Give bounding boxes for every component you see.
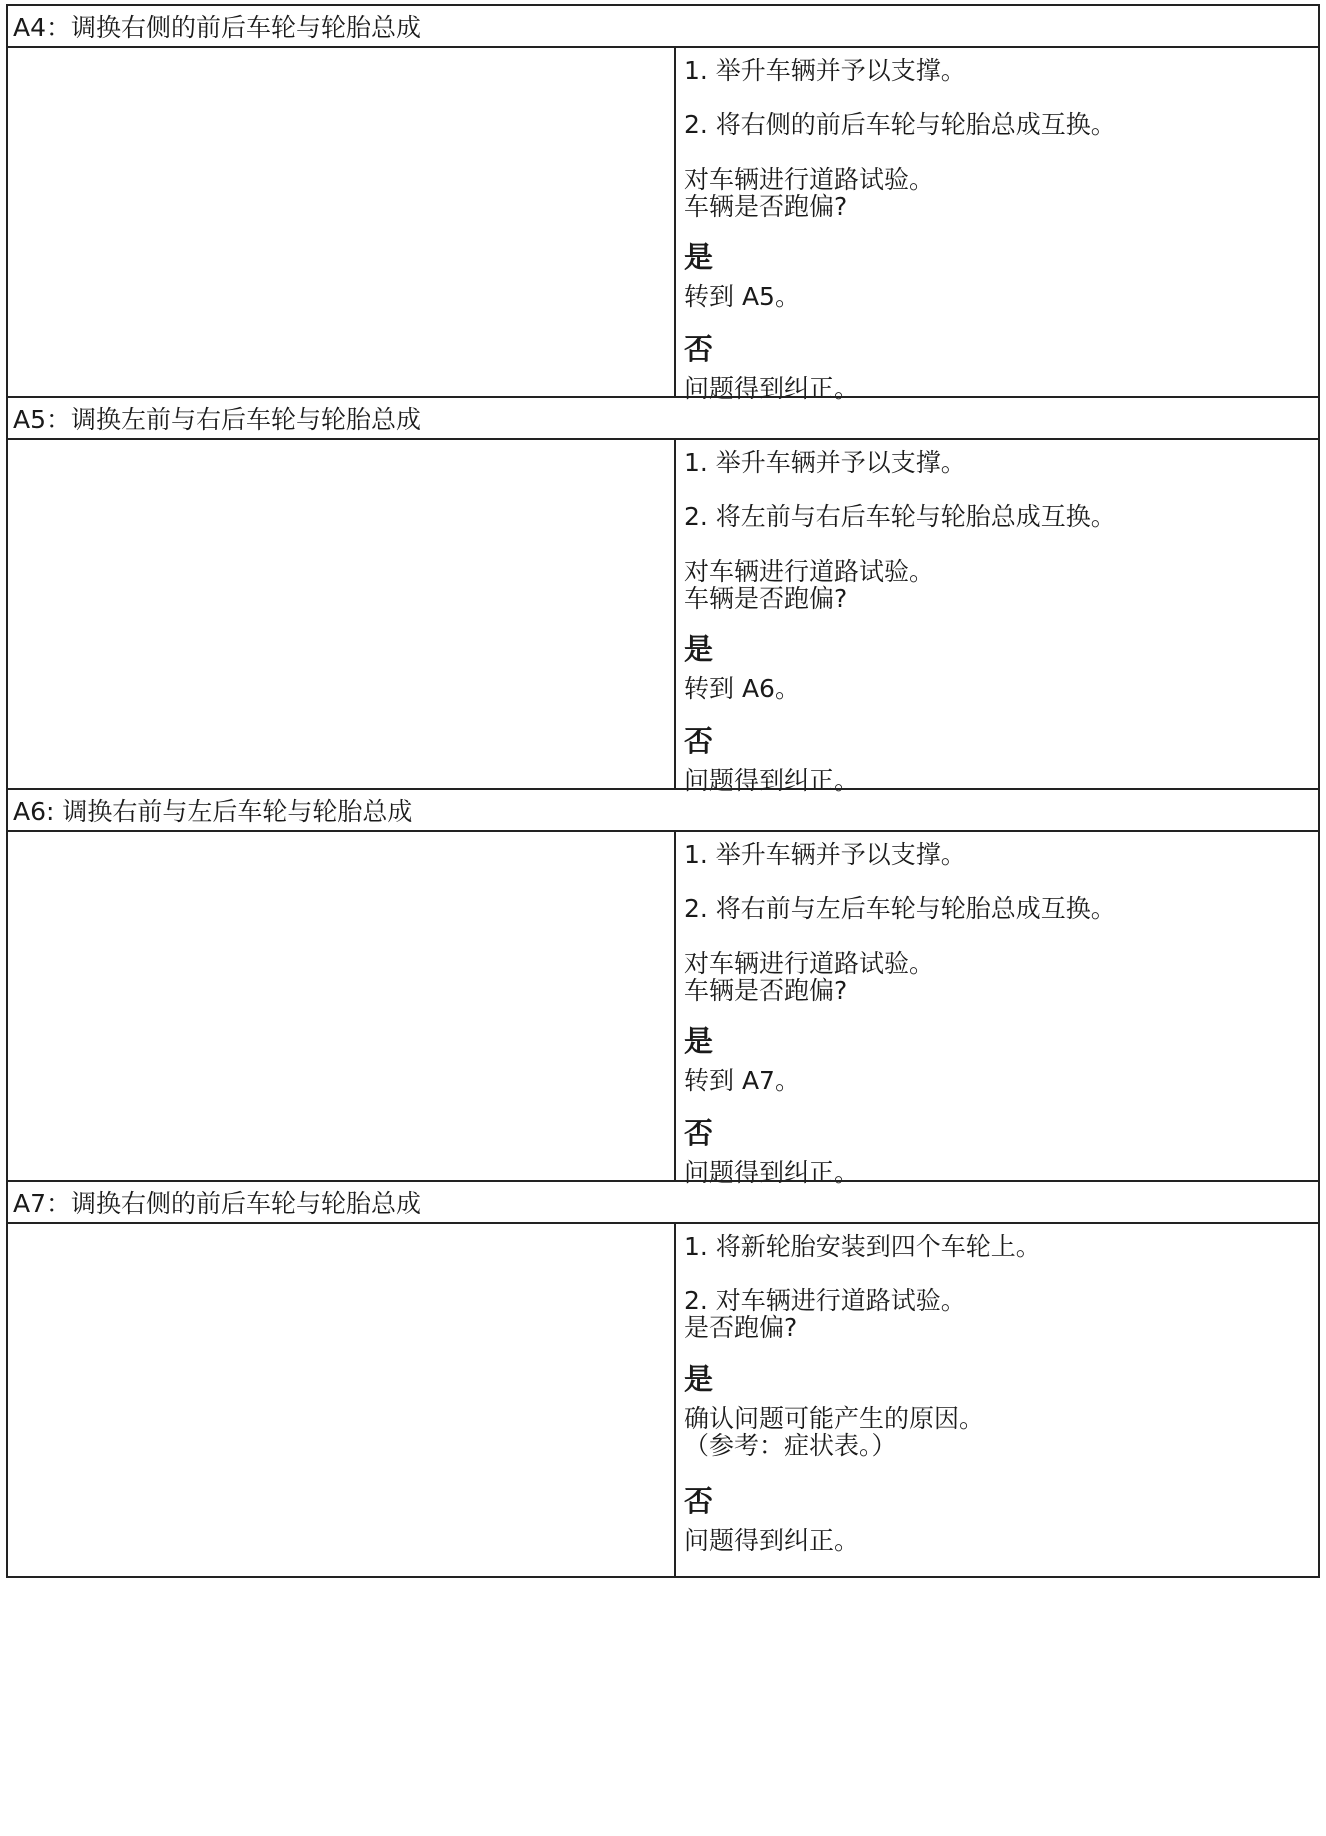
section-body-a7	[6, 1224, 1320, 1578]
instruction-line: 1. 举升车辆并予以支撑。	[684, 840, 966, 869]
section-body-a6	[6, 832, 1320, 1187]
instruction-line: 是否跑偏?	[684, 1313, 798, 1342]
answer-label: 否	[684, 1116, 714, 1150]
instruction-line: 对车辆进行道路试验。	[684, 557, 935, 586]
section-header-a4: A4：调换右侧的前后车轮与轮胎总成	[6, 4, 1320, 48]
instruction-line: 2. 将左前与右后车轮与轮胎总成互换。	[684, 502, 1116, 531]
instruction-line: 对车辆进行道路试验。	[684, 165, 935, 194]
answer-label: 是	[684, 240, 714, 274]
instruction-line: 1. 将新轮胎安装到四个车轮上。	[684, 1232, 1041, 1261]
instruction-line: 转到 A7。	[684, 1066, 800, 1095]
section-body-a5	[6, 440, 1320, 795]
section-header-a5: A5：调换左前与右后车轮与轮胎总成	[6, 396, 1320, 440]
instruction-line: 转到 A5。	[684, 282, 800, 311]
instruction-line: 问题得到纠正。	[684, 1158, 860, 1187]
instruction-line: 1. 举升车辆并予以支撑。	[684, 448, 966, 477]
instruction-line: 2. 将右前与左后车轮与轮胎总成互换。	[684, 894, 1116, 923]
empty-left-cell	[8, 48, 676, 396]
section-header-a7: A7：调换右侧的前后车轮与轮胎总成	[6, 1180, 1320, 1224]
answer-label: 否	[684, 1484, 714, 1518]
instructions-cell	[676, 832, 1318, 1187]
empty-left-cell	[8, 832, 676, 1180]
instruction-line: 问题得到纠正。	[684, 1526, 860, 1555]
instructions-cell	[676, 440, 1318, 795]
instruction-line: 车辆是否跑偏?	[684, 584, 848, 613]
answer-label: 否	[684, 332, 714, 366]
section-body-a4	[6, 48, 1320, 403]
instruction-line: 2. 将右侧的前后车轮与轮胎总成互换。	[684, 110, 1116, 139]
instruction-line: 确认问题可能产生的原因。	[684, 1404, 985, 1433]
instructions-cell	[676, 48, 1318, 403]
answer-label: 是	[684, 1024, 714, 1058]
answer-label: 是	[684, 1362, 714, 1396]
answer-label: 是	[684, 632, 714, 666]
instruction-line: 对车辆进行道路试验。	[684, 949, 935, 978]
section-header-a6: A6: 调换右前与左后车轮与轮胎总成	[6, 788, 1320, 832]
empty-left-cell	[8, 1224, 676, 1576]
instruction-line: 问题得到纠正。	[684, 766, 860, 795]
instruction-line: 车辆是否跑偏?	[684, 976, 848, 1005]
instruction-line: （参考：症状表。）	[684, 1431, 897, 1460]
instruction-line: 2. 对车辆进行道路试验。	[684, 1286, 966, 1315]
instruction-line: 问题得到纠正。	[684, 374, 860, 403]
instructions-cell	[676, 1224, 1318, 1576]
instruction-line: 车辆是否跑偏?	[684, 192, 848, 221]
instruction-line: 1. 举升车辆并予以支撑。	[684, 56, 966, 85]
instruction-line: 转到 A6。	[684, 674, 800, 703]
empty-left-cell	[8, 440, 676, 788]
answer-label: 否	[684, 724, 714, 758]
